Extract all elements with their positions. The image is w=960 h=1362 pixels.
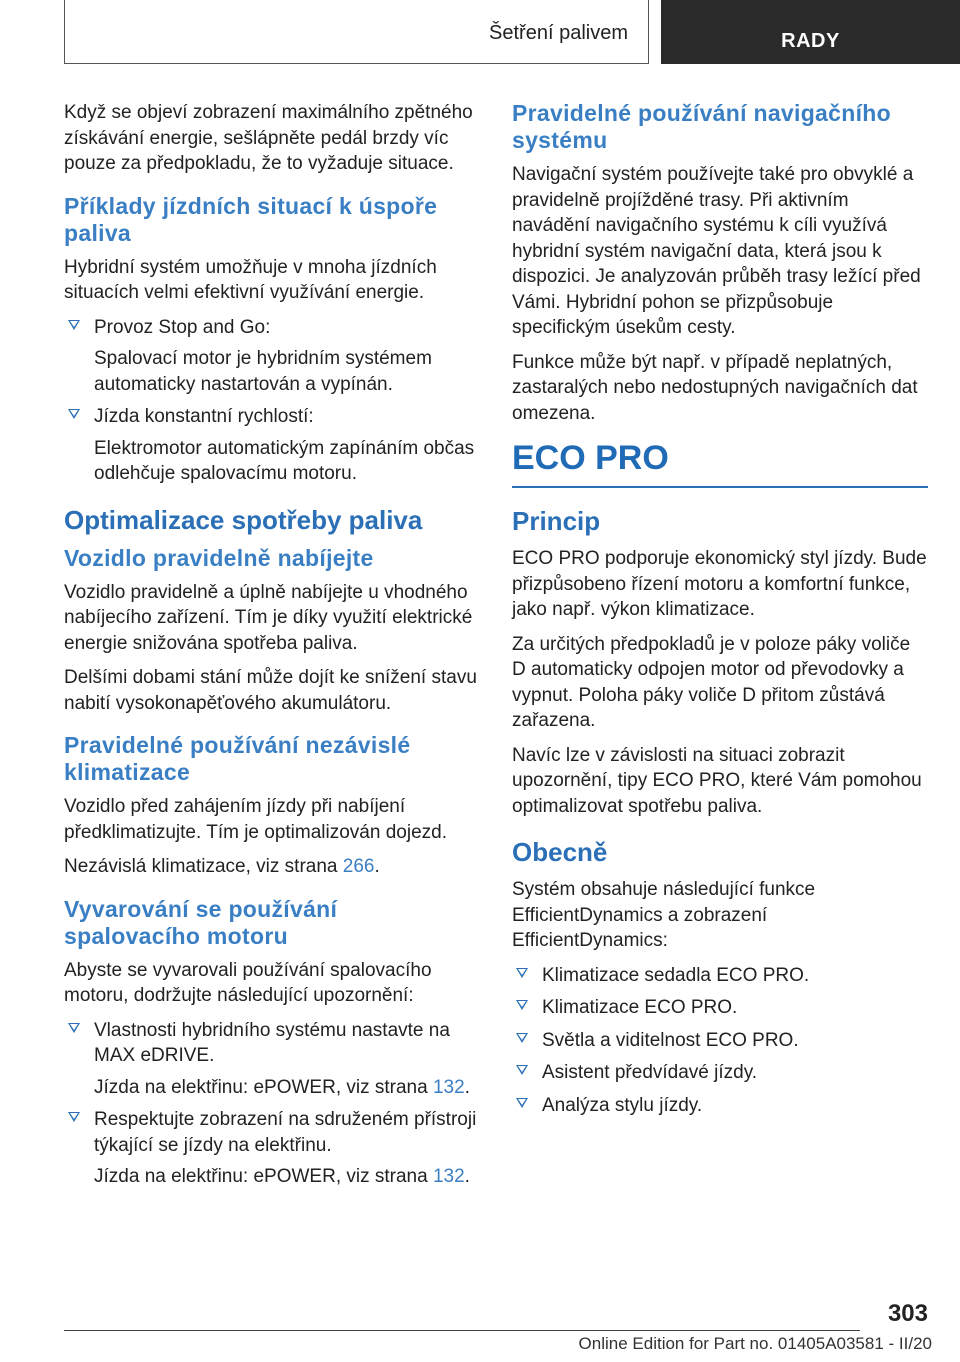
general-list xyxy=(512,963,928,1119)
climate-heading: Pravidelné používání nezávislé klimatizace xyxy=(64,732,411,785)
optimization-heading: Optimalizace spotřeby paliva xyxy=(64,504,423,535)
header-chapter-title: RADY xyxy=(781,30,840,52)
list-item-title: Vlastnosti hybridního systému nastavte na MAX eDRIVE. xyxy=(94,1019,450,1066)
list-item xyxy=(512,1060,928,1086)
footer-edition: Online Edition for Part no. 01405A03581 - II/20 xyxy=(578,1334,932,1353)
list-item xyxy=(64,1018,480,1101)
list-item xyxy=(64,315,480,398)
list-item-text: Analýza stylu jízdy. xyxy=(542,1094,703,1116)
punctuation: . xyxy=(464,1076,470,1098)
triangle-bullet-icon xyxy=(516,1098,528,1108)
examples-heading: Příklady jízdních situací k úspoře paliva xyxy=(64,192,438,246)
triangle-bullet-icon xyxy=(68,320,80,330)
triangle-bullet-icon xyxy=(516,1033,528,1043)
charge-paragraph-1: Vozidlo pravidelně a úplně nabíjejte u vhodného nabíjecího zařízení. Tím je díky využití elektrické energie snižována spotřeba paliva. xyxy=(64,581,473,654)
list-item xyxy=(512,963,928,989)
navigation-paragraph-2: Funkce může být např. v případě neplatných, zastaralých nebo nedostupných navigačních dat omezena. xyxy=(512,351,918,424)
list-item-description xyxy=(94,1075,480,1101)
triangle-bullet-icon xyxy=(516,968,528,978)
list-item-description: Elektromotor automatickým zapínáním občas odlehčuje spalovacímu motoru. xyxy=(94,437,475,484)
eco-pro-heading: ECO PRO xyxy=(512,438,928,488)
list-item-ref-text: Jízda na elektřinu: ePOWER, viz strana xyxy=(94,1166,428,1187)
list-item xyxy=(64,1107,480,1190)
list-item-title: Jízda konstantní rychlostí: xyxy=(94,406,314,427)
list-item-text: Světla a viditelnost ECO PRO. xyxy=(542,1029,799,1051)
general-heading: Obecně xyxy=(512,837,608,867)
principle-paragraph-2: Za určitých předpokladů je v poloze páky voliče D automaticky odpojen motor od převodovky a vypnut. Poloha páky voliče D přitom zůstává zařazena. xyxy=(512,633,911,731)
avoid-paragraph: Abyste se vyvarovali používání spalovacího motoru, dodržujte následující upozornění: xyxy=(64,959,432,1006)
principle-paragraph-3: Navíc lze v závislosti na situaci zobrazit upozornění, tipy ECO PRO, které Vám pomohou optimalizovat spotřebu paliva. xyxy=(512,744,922,817)
avoid-list xyxy=(64,1018,480,1190)
page-reference-link[interactable]: 132 xyxy=(432,1166,465,1187)
page-reference-link[interactable]: 266 xyxy=(342,856,375,877)
list-item-description: Spalovací motor je hybridním systémem automaticky nastartován a vypínán. xyxy=(94,348,432,395)
list-item-title: Respektujte zobrazení na sdruženém přístroji týkající se jízdy na elektřinu. xyxy=(94,1109,477,1156)
charge-heading: Vozidlo pravidelně nabíjejte xyxy=(64,544,374,571)
avoid-heading: Vyvarování se používání spalovacího motoru xyxy=(64,895,338,949)
list-item xyxy=(512,1093,928,1119)
footer-divider xyxy=(64,1330,860,1331)
list-item xyxy=(512,995,928,1021)
intro-paragraph: Když se objeví zobrazení maximálního zpětného získávání energie, sešlápněte pedál brzdy víc pouze za předpokladu, že to vyžaduje situace. xyxy=(64,102,473,174)
general-paragraph: Systém obsahuje následující funkce EfficientDynamics a zobrazení EfficientDynamics: xyxy=(512,879,816,951)
principle-heading: Princip xyxy=(512,506,601,536)
triangle-bullet-icon xyxy=(516,1065,528,1075)
triangle-bullet-icon xyxy=(68,409,80,419)
navigation-paragraph-1: Navigační systém používejte také pro obvyklé a pravidelně projížděné trasy. Při aktivním navádění navigačního systému k cíli využívá hybridní systém navigační data, která jsou k dispozici. Je analyzován průběh trasy ležící před Vámi. Hybridní pohon se přizpůsobuje specifickým úsekům cesty. xyxy=(512,164,921,338)
list-item-ref-text: Jízda na elektřinu: ePOWER, viz strana xyxy=(94,1076,428,1098)
list-item-text: Klimatizace ECO PRO. xyxy=(542,997,738,1018)
punctuation: . xyxy=(464,1166,470,1187)
list-item-description xyxy=(94,1164,480,1190)
punctuation: . xyxy=(374,856,380,877)
list-item xyxy=(64,404,480,487)
examples-list xyxy=(64,315,480,487)
charge-paragraph-2: Delšími dobami stání může dojít ke snížení stavu nabití vysokonapěťového akumulátoru. xyxy=(64,667,477,714)
list-item-text: Klimatizace sedadla ECO PRO. xyxy=(542,964,810,986)
climate-paragraph-2 xyxy=(64,854,480,880)
list-item xyxy=(512,1028,928,1054)
left-column xyxy=(64,100,480,1197)
list-item-text: Asistent předvídavé jízdy. xyxy=(542,1062,758,1083)
header-section-title: Šetření palivem xyxy=(489,22,628,44)
navigation-heading: Pravidelné používání navigačního systému xyxy=(512,100,891,153)
triangle-bullet-icon xyxy=(516,1000,528,1010)
header-chapter-tab xyxy=(661,0,960,64)
page-number: 303 xyxy=(887,1300,928,1327)
triangle-bullet-icon xyxy=(68,1112,80,1122)
right-column xyxy=(512,100,928,1125)
examples-paragraph: Hybridní systém umožňuje v mnoha jízdních situacích velmi efektivní využívání energie. xyxy=(64,256,437,303)
triangle-bullet-icon xyxy=(68,1023,80,1033)
page-reference-link[interactable]: 132 xyxy=(432,1076,465,1098)
list-item-title: Provoz Stop and Go: xyxy=(94,316,271,338)
climate-ref-text: Nezávislá klimatizace, viz strana xyxy=(64,856,338,877)
climate-paragraph-1: Vozidlo před zahájením jízdy při nabíjení předklimatizujte. Tím je optimalizován dojezd. xyxy=(64,796,447,843)
principle-paragraph-1: ECO PRO podporuje ekonomický styl jízdy. Bude přizpůsobeno řízení motoru a komfortní funkce, jako např. výkon klimatizace. xyxy=(512,548,927,620)
header-section-tab xyxy=(64,0,649,64)
